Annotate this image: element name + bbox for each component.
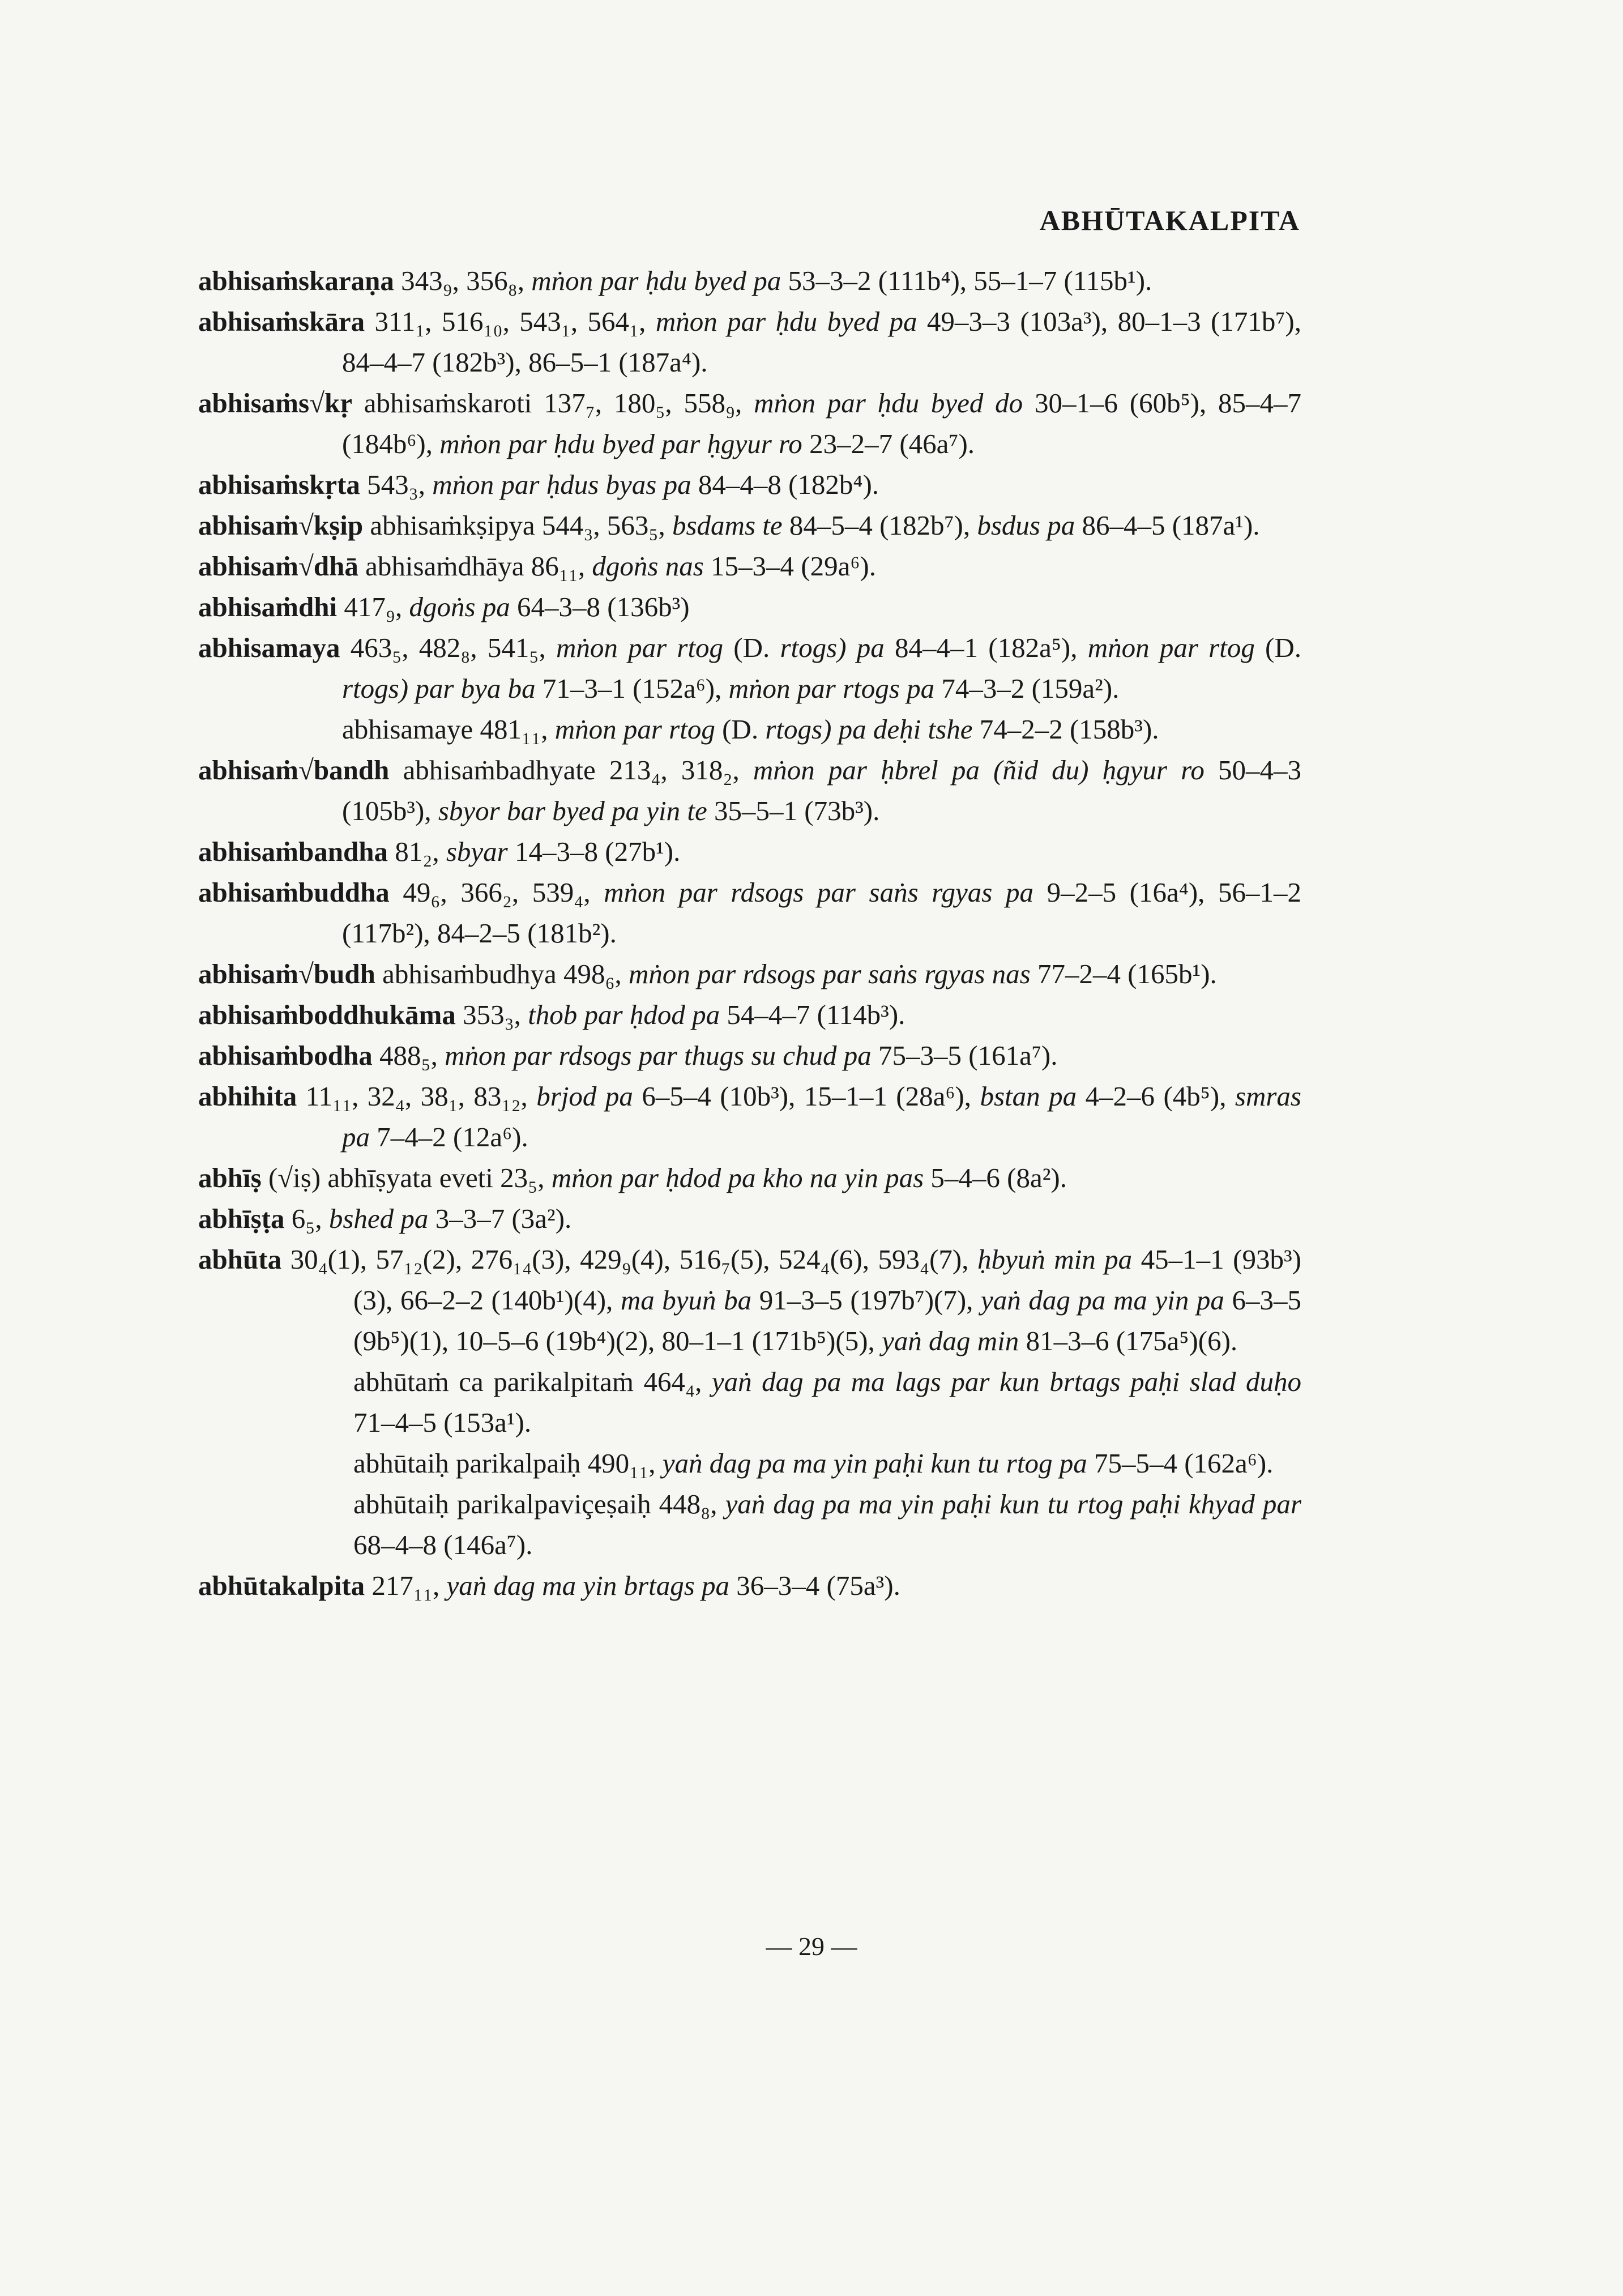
reference-text: (D. <box>1254 632 1302 663</box>
tibetan-equivalent: mṅon par ḥdus byas pa <box>432 469 691 500</box>
headword: abhisaṁskaraṇa <box>198 265 394 296</box>
tibetan-equivalent: mṅon par rtog <box>554 714 715 745</box>
tibetan-equivalent: rtogs) pa <box>780 632 885 663</box>
headword: abhisaṁskṛta <box>198 469 360 500</box>
sub-entry <box>198 709 1301 750</box>
dictionary-entry <box>198 831 1301 872</box>
dictionary-entry <box>198 1158 1301 1198</box>
reference-text: 543₃, <box>360 469 433 500</box>
reference-text: 71–4–5 (153a¹). <box>353 1407 532 1438</box>
reference-text: 6–3–5 (9b⁵)(1), 10–5–6 (19b⁴)(2), 80–1–1 (171b⁵)(5), <box>353 1284 1302 1356</box>
tibetan-equivalent: sbyar <box>446 836 508 867</box>
reference-text: 81₂, <box>388 836 446 867</box>
reference-text: (√iṣ) abhīṣyata eveti 23₅, <box>261 1162 552 1193</box>
headword: abhisaṁ√dhā <box>198 550 358 582</box>
headword: abhisaṁs√kṛ <box>198 387 352 419</box>
reference-text: abhisaṁdhāya 86₁₁, <box>358 550 592 582</box>
reference-text: abhūtaiḥ parikalpaiḥ 490₁₁, <box>353 1448 663 1479</box>
dictionary-entry <box>198 995 1301 1035</box>
reference-text: 15–3–4 (29a⁶). <box>703 550 876 582</box>
dictionary-entry <box>198 505 1301 546</box>
reference-text: abhūtaṁ ca parikalpitaṁ 464₄, <box>353 1366 712 1397</box>
headword: abhisaṁ√bandh <box>198 754 390 786</box>
tibetan-equivalent: mṅon par ḥdu byed pa <box>531 265 781 296</box>
tibetan-equivalent: rtogs) pa deḥi tshe <box>765 714 973 745</box>
reference-text: 71–3–1 (152a⁶), <box>535 673 729 704</box>
headword: abhisaṁdhi <box>198 591 338 622</box>
tibetan-equivalent: dgoṅs nas <box>592 550 704 582</box>
tibetan-equivalent: ma byuṅ ba <box>620 1284 752 1316</box>
dictionary-entry <box>198 1239 1301 1362</box>
tibetan-equivalent: sbyor bar byed pa yin te <box>438 795 707 826</box>
dictionary-entry <box>198 954 1301 995</box>
reference-text: 217₁₁, <box>365 1570 447 1601</box>
tibetan-equivalent: mṅon par ḥdu byed do <box>754 387 1023 419</box>
tibetan-equivalent: yaṅ dag pa ma lags par kun brtags paḥi slad duḥo <box>711 1366 1302 1397</box>
headword: abhisaṁskāra <box>198 306 365 337</box>
reference-text: 463₅, 482₈, 541₅, <box>340 632 556 663</box>
tibetan-equivalent: brjod pa <box>536 1081 633 1112</box>
reference-text: 75–3–5 (161a⁷). <box>871 1040 1058 1071</box>
reference-text: 54–4–7 (114b³). <box>720 999 906 1030</box>
reference-text: 6₅, <box>284 1203 329 1234</box>
reference-text: 50–4–3 (105b³), <box>342 754 1301 826</box>
tibetan-equivalent: bsdus pa <box>977 510 1075 541</box>
tibetan-equivalent: mṅon par rtog <box>1087 632 1255 663</box>
headword: abhīṣ <box>198 1162 262 1193</box>
tibetan-equivalent: bstan pa <box>980 1081 1077 1112</box>
sub-entry <box>198 1362 1301 1443</box>
reference-text: 5–4–6 (8a²). <box>924 1162 1067 1193</box>
dictionary-entry <box>198 628 1301 709</box>
reference-text: abhisaṁbadhyate 213₄, 318₂, <box>389 754 753 786</box>
tibetan-equivalent: dgoṅs pa <box>409 591 510 622</box>
reference-text: 75–5–4 (162a⁶). <box>1087 1448 1274 1479</box>
reference-text: 91–3–5 (197b⁷)(7), <box>751 1284 981 1316</box>
reference-text: 84–4–8 (182b⁴). <box>691 469 879 500</box>
sub-entry <box>198 1443 1301 1484</box>
reference-text: abhūtaiḥ parikalpaviçeṣaiḥ 448₈, <box>353 1488 725 1520</box>
reference-text: 45–1–1 (93b³)(3), 66–2–2 (140b¹)(4), <box>353 1244 1301 1316</box>
headword: abhisaṁbandha <box>198 836 388 867</box>
reference-text: 11₁₁, 32₄, 38₁, 83₁₂, <box>297 1081 537 1112</box>
dictionary-entry <box>198 587 1301 628</box>
dictionary-entry <box>198 1198 1301 1239</box>
reference-text: 3–3–7 (3a²). <box>428 1203 572 1234</box>
reference-text: (D. <box>723 632 780 663</box>
running-header: ABHŪTAKALPITA <box>1039 204 1300 236</box>
reference-text: 417₉, <box>337 591 409 622</box>
reference-text: 74–2–2 (158b³). <box>972 714 1159 745</box>
reference-text: abhisaṁskaroti 137₇, 180₅, 558₉, <box>352 387 754 419</box>
tibetan-equivalent: bsdams te <box>672 510 783 541</box>
headword: abhisaṁbodha <box>198 1040 373 1071</box>
dictionary-entry <box>198 301 1301 383</box>
headword: abhisaṁ√kṣip <box>198 510 364 541</box>
reference-text: 49–3–3 (103a³), 80–1–3 (171b⁷), 84–4–7 (182b³), 86–5–1 (187a⁴). <box>342 306 1302 378</box>
reference-text: 35–5–1 (73b³). <box>707 795 880 826</box>
reference-text: 7–4–2 (12a⁶). <box>370 1121 528 1153</box>
tibetan-equivalent: mṅon par ḥdod pa kho na yin pas <box>551 1162 924 1193</box>
dictionary-entry <box>198 750 1301 831</box>
reference-text: 68–4–8 (146a⁷). <box>353 1529 533 1560</box>
dictionary-entry <box>198 872 1301 954</box>
tibetan-equivalent: smras pa <box>342 1081 1301 1153</box>
tibetan-equivalent: mṅon par rdsogs par saṅs rgyas nas <box>629 958 1031 989</box>
tibetan-equivalent: mṅon par rdsogs par thugs su chud pa <box>445 1040 872 1071</box>
reference-text: 14–3–8 (27b¹). <box>507 836 681 867</box>
page-number: — 29 — <box>766 1932 857 1961</box>
dictionary-entry <box>198 1035 1301 1076</box>
reference-text: 86–4–5 (187a¹). <box>1075 510 1260 541</box>
tibetan-equivalent: yaṅ dag pa ma yin pa <box>981 1284 1224 1316</box>
headword: abhisamaya <box>198 632 340 663</box>
reference-text: 343₉, 356₈, <box>394 265 532 296</box>
sub-entry <box>198 1484 1301 1565</box>
reference-text: 23–2–7 (46a⁷). <box>802 428 975 459</box>
reference-text: 9–2–5 (16a⁴), 56–1–2 (117b²), 84–2–5 (181b²). <box>342 877 1302 949</box>
reference-text: 353₃, <box>455 999 528 1030</box>
tibetan-equivalent: mṅon par ḥdu byed par ḥgyur ro <box>439 428 802 459</box>
tibetan-equivalent: bshed pa <box>328 1203 429 1234</box>
headword: abhisaṁboddhukāma <box>198 999 456 1030</box>
reference-text: (D. <box>715 714 766 745</box>
dictionary-entry <box>198 1076 1301 1158</box>
reference-text: 84–4–1 (182a⁵), <box>884 632 1088 663</box>
dictionary-entry <box>198 1565 1301 1606</box>
tibetan-equivalent: yaṅ dag min <box>882 1325 1019 1356</box>
headword: abhisaṁbuddha <box>198 877 390 908</box>
reference-text: 30–1–6 (60b⁵), 85–4–7 (184b⁶), <box>342 387 1302 459</box>
tibetan-equivalent: mṅon par rtogs pa <box>728 673 935 704</box>
dictionary-entry <box>198 464 1301 505</box>
reference-text: 4–2–6 (4b⁵), <box>1077 1081 1235 1112</box>
headword: abhīṣṭa <box>198 1203 285 1234</box>
dictionary-entry <box>198 261 1301 301</box>
tibetan-equivalent: yaṅ dag pa ma yin paḥi kun tu rtog pa <box>662 1448 1087 1479</box>
reference-text: 81–3–6 (175a⁵)(6). <box>1019 1325 1238 1356</box>
reference-text: 84–5–4 (182b⁷), <box>782 510 977 541</box>
headword: abhihita <box>198 1081 297 1112</box>
headword: abhūta <box>198 1244 282 1275</box>
dictionary-entries <box>198 261 1301 1606</box>
tibetan-equivalent: rtogs) par bya ba <box>342 673 536 704</box>
tibetan-equivalent: mṅon par ḥbrel pa (ñid du) ḥgyur ro <box>753 754 1205 786</box>
tibetan-equivalent: ḥbyuṅ min pa <box>977 1244 1133 1275</box>
reference-text: 77–2–4 (165b¹). <box>1030 958 1217 989</box>
reference-text: 64–3–8 (136b³) <box>510 591 690 622</box>
tibetan-equivalent: mṅon par ḥdu byed pa <box>655 306 917 337</box>
tibetan-equivalent: mṅon par rtog <box>556 632 724 663</box>
reference-text: 311₁, 516₁₀, 543₁, 564₁, <box>365 306 656 337</box>
tibetan-equivalent: thob par ḥdod pa <box>528 999 720 1030</box>
headword: abhūtakalpita <box>198 1570 365 1601</box>
tibetan-equivalent: mṅon par rdsogs par saṅs rgyas pa <box>604 877 1033 908</box>
reference-text: 30₄(1), 57₁₂(2), 276₁₄(3), 429₉(4), 516₇(5), 524₄(6), 593₄(7), <box>281 1244 977 1275</box>
reference-text: 488₅, <box>372 1040 445 1071</box>
dictionary-entry <box>198 546 1301 587</box>
reference-text: abhisaṁbudhya 498₆, <box>375 958 629 989</box>
tibetan-equivalent: yaṅ dag ma yin brtags pa <box>446 1570 730 1601</box>
tibetan-equivalent: yaṅ dag pa ma yin paḥi kun tu rtog paḥi khyad par <box>725 1488 1301 1520</box>
reference-text: 49₆, 366₂, 539₄, <box>389 877 604 908</box>
reference-text: 36–3–4 (75a³). <box>729 1570 900 1601</box>
reference-text: 74–3–2 (159a²). <box>934 673 1120 704</box>
reference-text: abhisamaye 481₁₁, <box>342 714 555 745</box>
headword: abhisaṁ√budh <box>198 958 375 989</box>
reference-text: 53–3–2 (111b⁴), 55–1–7 (115b¹). <box>781 265 1152 296</box>
dictionary-entry <box>198 383 1301 464</box>
reference-text: 6–5–4 (10b³), 15–1–1 (28a⁶), <box>633 1081 980 1112</box>
reference-text: abhisaṁkṣipya 544₃, 563₅, <box>363 510 672 541</box>
